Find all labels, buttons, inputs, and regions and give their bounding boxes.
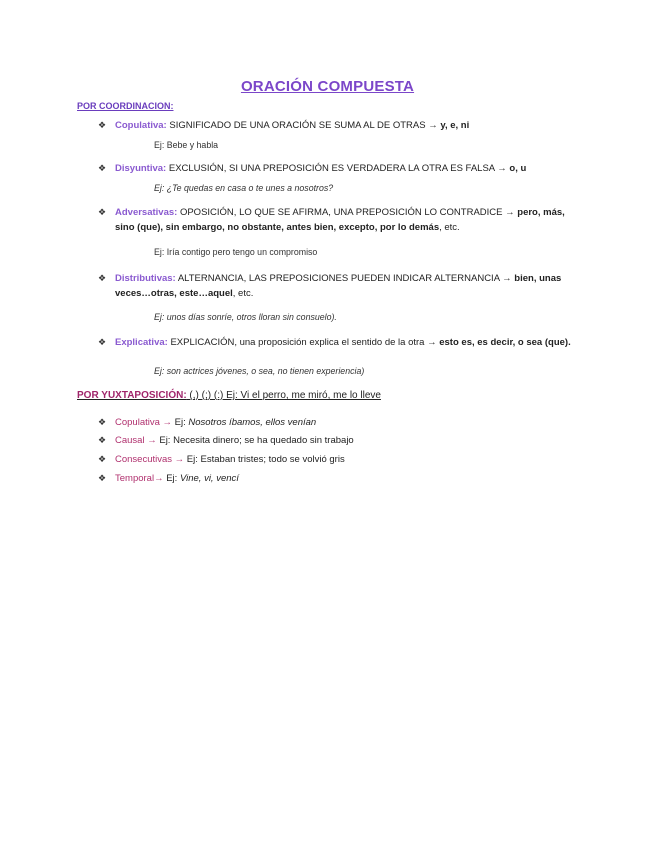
item-example: Ej: ¿Te quedas en casa o te unes a nosotros? bbox=[154, 183, 334, 193]
list-item-adversativas bbox=[98, 205, 578, 235]
item-term: Consecutivas → bbox=[115, 454, 185, 465]
item-tail: , etc. bbox=[439, 222, 460, 233]
section-heading-coordinacion: POR COORDINACION: bbox=[77, 101, 174, 111]
diamond-bullet-icon: ❖ bbox=[98, 337, 107, 347]
item-term: Copulativa → bbox=[115, 417, 173, 428]
item-term: Distributivas: bbox=[115, 273, 176, 284]
section-heading-yuxtaposicion bbox=[77, 390, 381, 401]
section-heading-label: POR YUXTAPOSICIÓN: bbox=[77, 390, 187, 401]
list-item-explicativa bbox=[98, 335, 578, 350]
list-item-disyuntiva bbox=[98, 161, 578, 176]
diamond-bullet-icon: ❖ bbox=[98, 120, 107, 130]
item-term: Copulativa: bbox=[115, 120, 167, 131]
item-example: Necesita dinero; se ha quedado sin trabajo bbox=[173, 435, 354, 446]
item-connectors: y, e, ni bbox=[440, 120, 470, 131]
item-example: Nosotros íbamos, ellos venían bbox=[188, 417, 317, 428]
diamond-bullet-icon: ❖ bbox=[98, 273, 107, 283]
diamond-bullet-icon: ❖ bbox=[98, 417, 107, 427]
item-description: EXPLICACIÓN, una proposición explica el sentido de la otra → bbox=[167, 337, 440, 348]
list-item-copulativa bbox=[98, 118, 578, 133]
section-heading-example: (,) (;) (:) Ej: Vi el perro, me miró, me lo lleve bbox=[186, 390, 381, 401]
list-item-distributivas bbox=[98, 271, 578, 301]
diamond-bullet-icon: ❖ bbox=[98, 454, 107, 464]
page-title: ORACIÓN COMPUESTA bbox=[240, 78, 415, 95]
item-term: Temporal→ bbox=[115, 473, 164, 484]
item-description: ALTERNANCIA, LAS PREPOSICIONES PUEDEN INDICAR ALTERNANCIA → bbox=[175, 273, 515, 284]
item-description: EXCLUSIÓN, SI UNA PREPOSICIÓN ES VERDADERA LA OTRA ES FALSA → bbox=[166, 163, 510, 174]
item-description: SIGNIFICADO DE UNA ORACIÓN SE SUMA AL DE OTRAS → bbox=[166, 120, 441, 131]
item-example-prefix: Ej: bbox=[156, 435, 174, 446]
item-connectors: pero, más, sino (que), sin embargo, no obstante, antes bien, excepto, por lo demás bbox=[115, 207, 565, 233]
item-connectors: esto es, es decir, o sea (que). bbox=[439, 337, 571, 348]
item-example: Ej: Bebe y habla bbox=[154, 140, 219, 150]
list-item-yux-consecutivas bbox=[98, 452, 578, 467]
item-example-prefix: Ej: bbox=[184, 454, 201, 465]
item-description: OPOSICIÓN, LO QUE SE AFIRMA, UNA PREPOSICIÓN LO CONTRADICE → bbox=[177, 207, 518, 218]
item-example-prefix: Ej: bbox=[163, 473, 180, 484]
item-connectors: bien, unas veces…otras, este…aquel bbox=[115, 273, 562, 299]
list-item-yux-copulativa bbox=[98, 415, 578, 430]
diamond-bullet-icon: ❖ bbox=[98, 435, 107, 445]
list-item-yux-causal bbox=[98, 433, 578, 448]
item-example-prefix: Ej: bbox=[172, 417, 189, 428]
item-example: Ej: son actrices jóvenes, o sea, no tienen experiencia) bbox=[154, 366, 365, 376]
item-example: Vine, vi, vencí bbox=[179, 473, 239, 484]
item-term: Explicativa: bbox=[115, 337, 168, 348]
item-example: Estaban tristes; todo se volvió gris bbox=[200, 454, 345, 465]
item-term: Disyuntiva: bbox=[115, 163, 167, 174]
list-item-yux-temporal bbox=[98, 471, 578, 486]
diamond-bullet-icon: ❖ bbox=[98, 473, 107, 483]
item-connectors: o, u bbox=[509, 163, 527, 174]
item-tail: , etc. bbox=[232, 288, 254, 299]
diamond-bullet-icon: ❖ bbox=[98, 163, 107, 173]
diamond-bullet-icon: ❖ bbox=[98, 207, 107, 217]
item-example: Ej: unos días sonríe, otros lloran sin consuelo). bbox=[154, 312, 337, 322]
item-example: Ej: Iría contigo pero tengo un compromiso bbox=[154, 247, 318, 257]
item-term: Causal → bbox=[115, 435, 157, 446]
item-term: Adversativas: bbox=[115, 207, 178, 218]
